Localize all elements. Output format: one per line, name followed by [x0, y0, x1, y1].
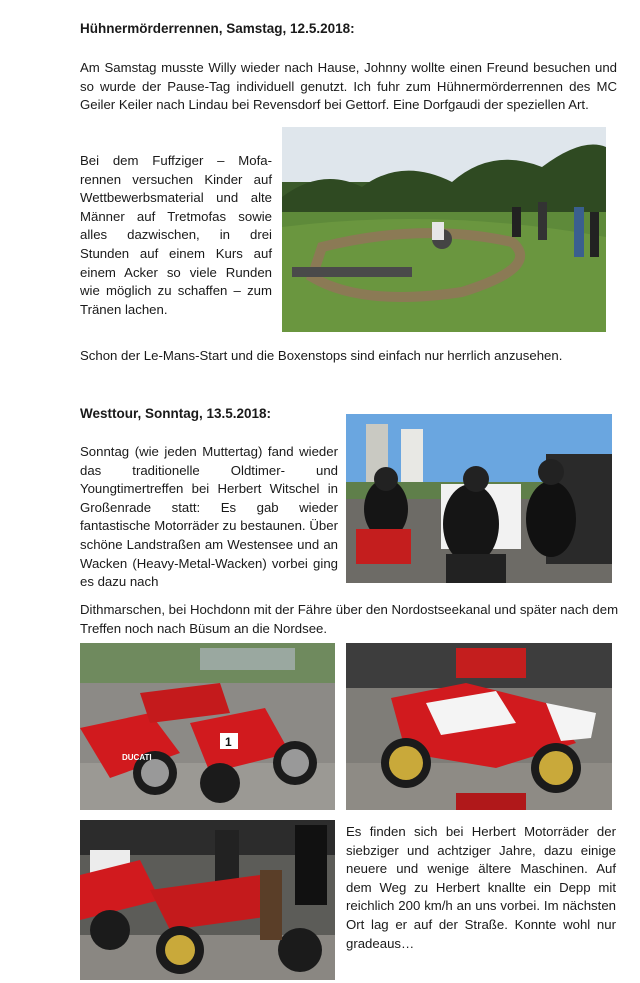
- section-heading-huehnermoerderrennen: Hühnermörderrennen, Samstag, 12.5.2018:: [80, 21, 355, 36]
- paragraph-mofa-race: Bei dem Fuffziger – Mofa-rennen versuchen Kinder auf Wettbewerbsmaterial und alte Männer auf Tretmofas sowie alles dazwischen, in drei Stunden auf einem Kurs auf einem Acker so viele Runden wie möglich zu schaffen – zum Tränen lachen.: [80, 153, 272, 317]
- paragraph-westtour: Sonntag (wie jeden Muttertag) fand wieder das traditionelle Oldtimer- und Youngtimertreffen bei Herbert Witschel in Großenrade statt: Es gab wieder fantastische Motorräder zu bestaunen. Über schöne Landstraßen am Westensee und an Wacken (Heavy-Metal-Wacken) vorbei ging es dazu nach: [80, 444, 338, 590]
- paragraph-intro: Am Samstag musste Willy wieder nach Hause, Johnny wollte einen Freund besuchen und so wurde der Pause-Tag individuell genutzt. Ich fuhr zum Hühnermörderrennen des MC Geiler Keiler nach Lindau bei Revensdorf bei Gettorf. Eine Dorfgaudi der speziellen Art.: [80, 60, 617, 113]
- paragraph-westtour-continued: Dithmarschen, bei Hochdonn mit der Fähre über den Nordostseekanal und später nach dem Treffen noch nach Büsum an die Nordsee.: [80, 602, 619, 636]
- photo-red-white-racer: [346, 643, 612, 810]
- paragraph-le-mans: Schon der Le-Mans-Start und die Boxenstops sind einfach nur herrlich anzusehen.: [80, 348, 563, 363]
- race-number-plate: 1: [225, 735, 232, 749]
- photo-mofa-race-field: [282, 127, 606, 332]
- ducati-tank-lettering: DUCATI: [122, 753, 152, 762]
- photo-bikes-crowd: [80, 820, 335, 980]
- photo-red-ducatis-row: [80, 643, 335, 810]
- photo-ferry-riders: [346, 414, 612, 583]
- section-heading-westtour: Westtour, Sonntag, 13.5.2018:: [80, 406, 272, 421]
- paragraph-herbert-bikes: Es finden sich bei Herbert Motorräder der siebziger und achtziger Jahre, dazu einige neuere und wenige ältere Maschinen. Auf dem Weg zu Herbert knallte ein Depp mit reichlich 200 km/h an uns vorbei. Im nächsten Ort lag er auf der Straße. Konnte wohl nur gradeaus…: [346, 824, 616, 951]
